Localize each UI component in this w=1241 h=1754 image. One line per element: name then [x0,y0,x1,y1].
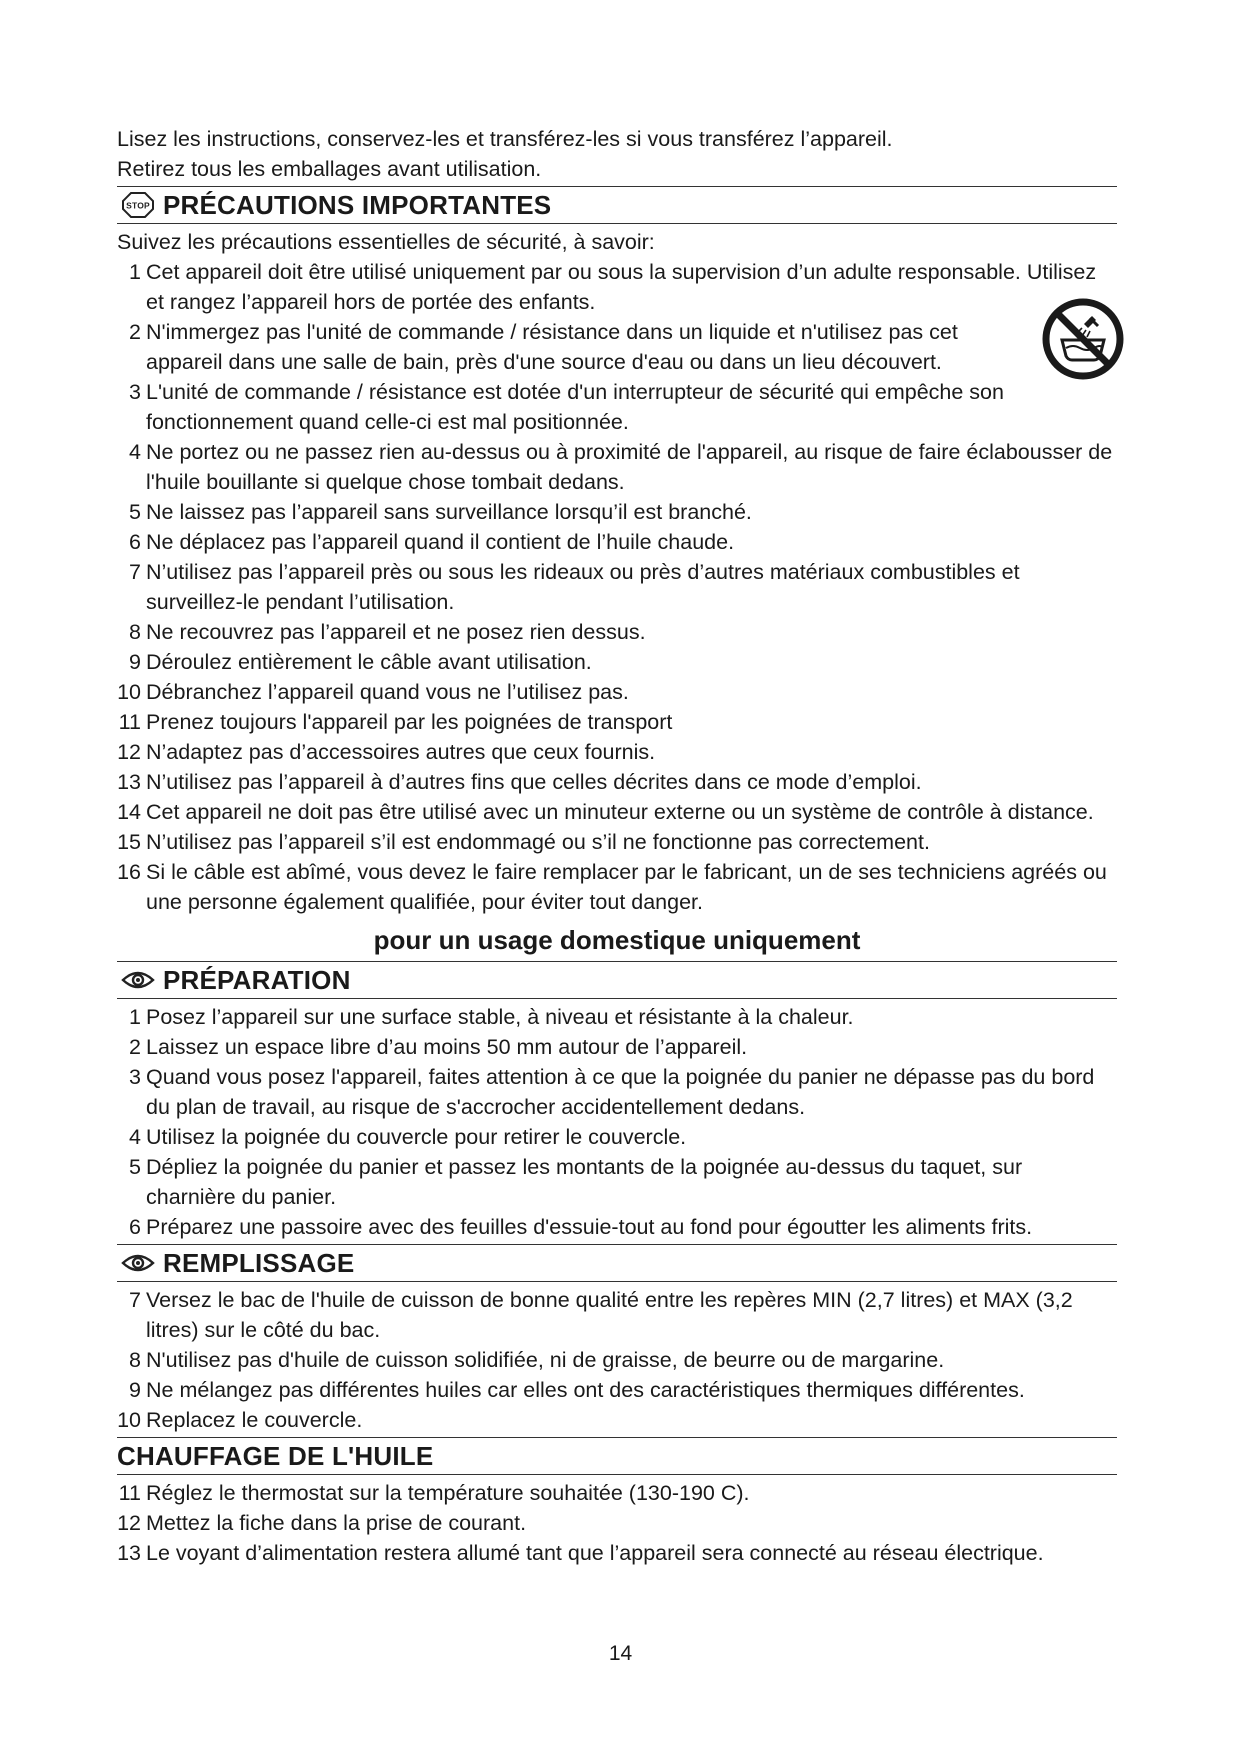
list-item [117,557,1117,617]
list-item [117,767,1117,797]
stop-icon [121,191,155,219]
list-item [117,797,1117,827]
item-number: 7 [129,560,141,584]
list-item [117,1032,1117,1062]
item-text: N’utilisez pas l’appareil à d’autres fins que celles décrites dans ce mode d’emploi. [146,770,922,794]
item-text: N’adaptez pas d’accessoires autres que ceux fournis. [146,740,656,764]
list-item [117,1152,1117,1212]
list-item [117,437,1117,497]
preparation-list [117,1002,1117,1242]
item-text: L'unité de commande / résistance est dotée d'un interrupteur de sécurité qui empêche son fonctionnement quand celle-ci est mal positionnée. [146,380,1004,434]
item-number: 15 [117,830,141,854]
item-text: Versez le bac de l'huile de cuisson de bonne qualité entre les repères MIN (2,7 litres) et MAX (3,2 litres) sur le côté du bac. [146,1288,1073,1342]
item-text: Ne laissez pas l’appareil sans surveillance lorsqu’il est branché. [146,500,752,524]
item-number: 13 [117,770,141,794]
item-text: Débranchez l’appareil quand vous ne l’utilisez pas. [146,680,629,704]
list-item [117,377,1117,437]
intro-line: Lisez les instructions, conservez-les et transférez-les si vous transférez l’appareil. [117,127,893,151]
document-page [117,124,1117,1568]
precautions-lead: Suivez les précautions essentielles de sécurité, à savoir: [117,230,655,254]
list-item [117,1375,1117,1405]
item-number: 12 [117,1511,141,1535]
item-text: Prenez toujours l'appareil par les poignées de transport [146,710,673,734]
section-title: REMPLISSAGE [163,1248,355,1278]
item-text: Replacez le couvercle. [146,1408,363,1432]
no-water-icon [1040,296,1126,387]
list-item [117,1538,1117,1568]
item-number: 5 [129,500,141,524]
eye-icon [121,969,155,991]
remplissage-list [117,1285,1117,1435]
item-number: 5 [129,1155,141,1179]
item-text: N'immergez pas l'unité de commande / résistance dans un liquide et n'utilisez pas cet appareil dans une salle de bain, près d'une source d'eau ou dans un lieu découvert. [146,320,958,374]
item-number: 9 [129,1378,141,1402]
item-number: 3 [129,380,141,404]
list-item [117,1478,1117,1508]
domestic-use-notice: pour un usage domestique uniquement [373,925,861,955]
remplissage-heading [117,1244,1117,1282]
list-item [117,317,1117,377]
intro [117,124,1117,184]
item-number: 11 [118,710,141,734]
item-text: Le voyant d’alimentation restera allumé tant que l’appareil sera connecté au réseau électrique. [146,1541,1044,1565]
item-text: Cet appareil ne doit pas être utilisé avec un minuteur externe ou un système de contrôle à distance. [146,800,1094,824]
section-title: PRÉPARATION [163,965,351,995]
section-title: CHAUFFAGE DE L'HUILE [117,1441,434,1471]
item-text: Ne mélangez pas différentes huiles car elles ont des caractéristiques thermiques différentes. [146,1378,1025,1402]
eye-icon [121,1252,155,1274]
preparation-heading [117,961,1117,999]
item-number: 2 [129,320,141,344]
item-text: Ne portez ou ne passez rien au-dessus ou à proximité de l'appareil, au risque de faire éclabousser de l'huile bouillante si quelque chose tombait dedans. [146,440,1113,494]
list-item [117,827,1117,857]
item-text: Laissez un espace libre d’au moins 50 mm autour de l’appareil. [146,1035,748,1059]
item-number: 4 [129,1125,141,1149]
item-text: Posez l’appareil sur une surface stable, à niveau et résistante à la chaleur. [146,1005,854,1029]
item-text: Si le câble est abîmé, vous devez le faire remplacer par le fabricant, un de ses techniciens agréés ou une personne également qualifiée, pour éviter tout danger. [146,860,1107,914]
list-item [117,1285,1117,1345]
precautions-heading [117,186,1117,224]
item-number: 13 [117,1541,141,1565]
chauffage-list [117,1478,1117,1568]
item-text: Mettez la fiche dans la prise de courant. [146,1511,527,1535]
item-number: 10 [117,680,141,704]
page-number: 14 [608,1642,633,1665]
precautions-list [117,257,1117,917]
item-text: Utilisez la poignée du couvercle pour retirer le couvercle. [146,1125,687,1149]
list-item [117,617,1117,647]
item-number: 9 [129,650,141,674]
list-item [117,677,1117,707]
intro-line: Retirez tous les emballages avant utilisation. [117,157,542,181]
list-item [117,647,1117,677]
item-number: 1 [129,260,141,284]
item-text: Ne recouvrez pas l’appareil et ne posez rien dessus. [146,620,646,644]
item-number: 14 [117,800,141,824]
item-number: 1 [129,1005,141,1029]
list-item [117,497,1117,527]
list-item [117,1002,1117,1032]
item-text: Quand vous posez l'appareil, faites attention à ce que la poignée du panier ne dépasse pas du bord du plan de travail, au risque de s'accrocher accidentellement dedans. [146,1065,1095,1119]
list-item [117,1122,1117,1152]
list-item [117,857,1117,917]
item-text: Cet appareil doit être utilisé uniquement par ou sous la supervision d’un adulte responsable. Utilisez et rangez l’appareil hors de portée des enfants. [146,260,1097,314]
list-item [117,1212,1117,1242]
item-number: 6 [129,1215,141,1239]
item-number: 11 [118,1481,141,1505]
list-item [117,1345,1117,1375]
item-number: 7 [129,1288,141,1312]
item-text: Déroulez entièrement le câble avant utilisation. [146,650,592,674]
item-number: 10 [117,1408,141,1432]
item-text: N'utilisez pas d'huile de cuisson solidifiée, ni de graisse, de beurre ou de margarine. [146,1348,945,1372]
list-item [117,527,1117,557]
list-item [117,737,1117,767]
list-item [117,1062,1117,1122]
item-text: N’utilisez pas l’appareil près ou sous les rideaux ou près d’autres matériaux combustibles et surveillez-le pendant l’utilisation. [146,560,1020,614]
chauffage-heading [117,1437,1117,1475]
list-item [117,707,1117,737]
item-text: Ne déplacez pas l’appareil quand il contient de l’huile chaude. [146,530,735,554]
list-item [117,1508,1117,1538]
list-item [117,1405,1117,1435]
section-title: PRÉCAUTIONS IMPORTANTES [163,190,552,220]
item-number: 8 [129,620,141,644]
item-number: 12 [117,740,141,764]
item-number: 16 [117,860,141,884]
item-text: Dépliez la poignée du panier et passez les montants de la poignée au-dessus du taquet, sur charnière du panier. [146,1155,1023,1209]
list-item [117,257,1117,317]
item-number: 2 [129,1035,141,1059]
item-text: Réglez le thermostat sur la température souhaitée (130-190 C). [146,1481,750,1505]
item-number: 8 [129,1348,141,1372]
svg-text:STOP: STOP [126,200,150,211]
item-text: Préparez une passoire avec des feuilles d'essuie-tout au fond pour égoutter les aliments frits. [146,1215,1033,1239]
item-text: N’utilisez pas l’appareil s’il est endommagé ou s’il ne fonctionne pas correctement. [146,830,930,854]
item-number: 6 [129,530,141,554]
item-number: 3 [129,1065,141,1089]
item-number: 4 [129,440,141,464]
